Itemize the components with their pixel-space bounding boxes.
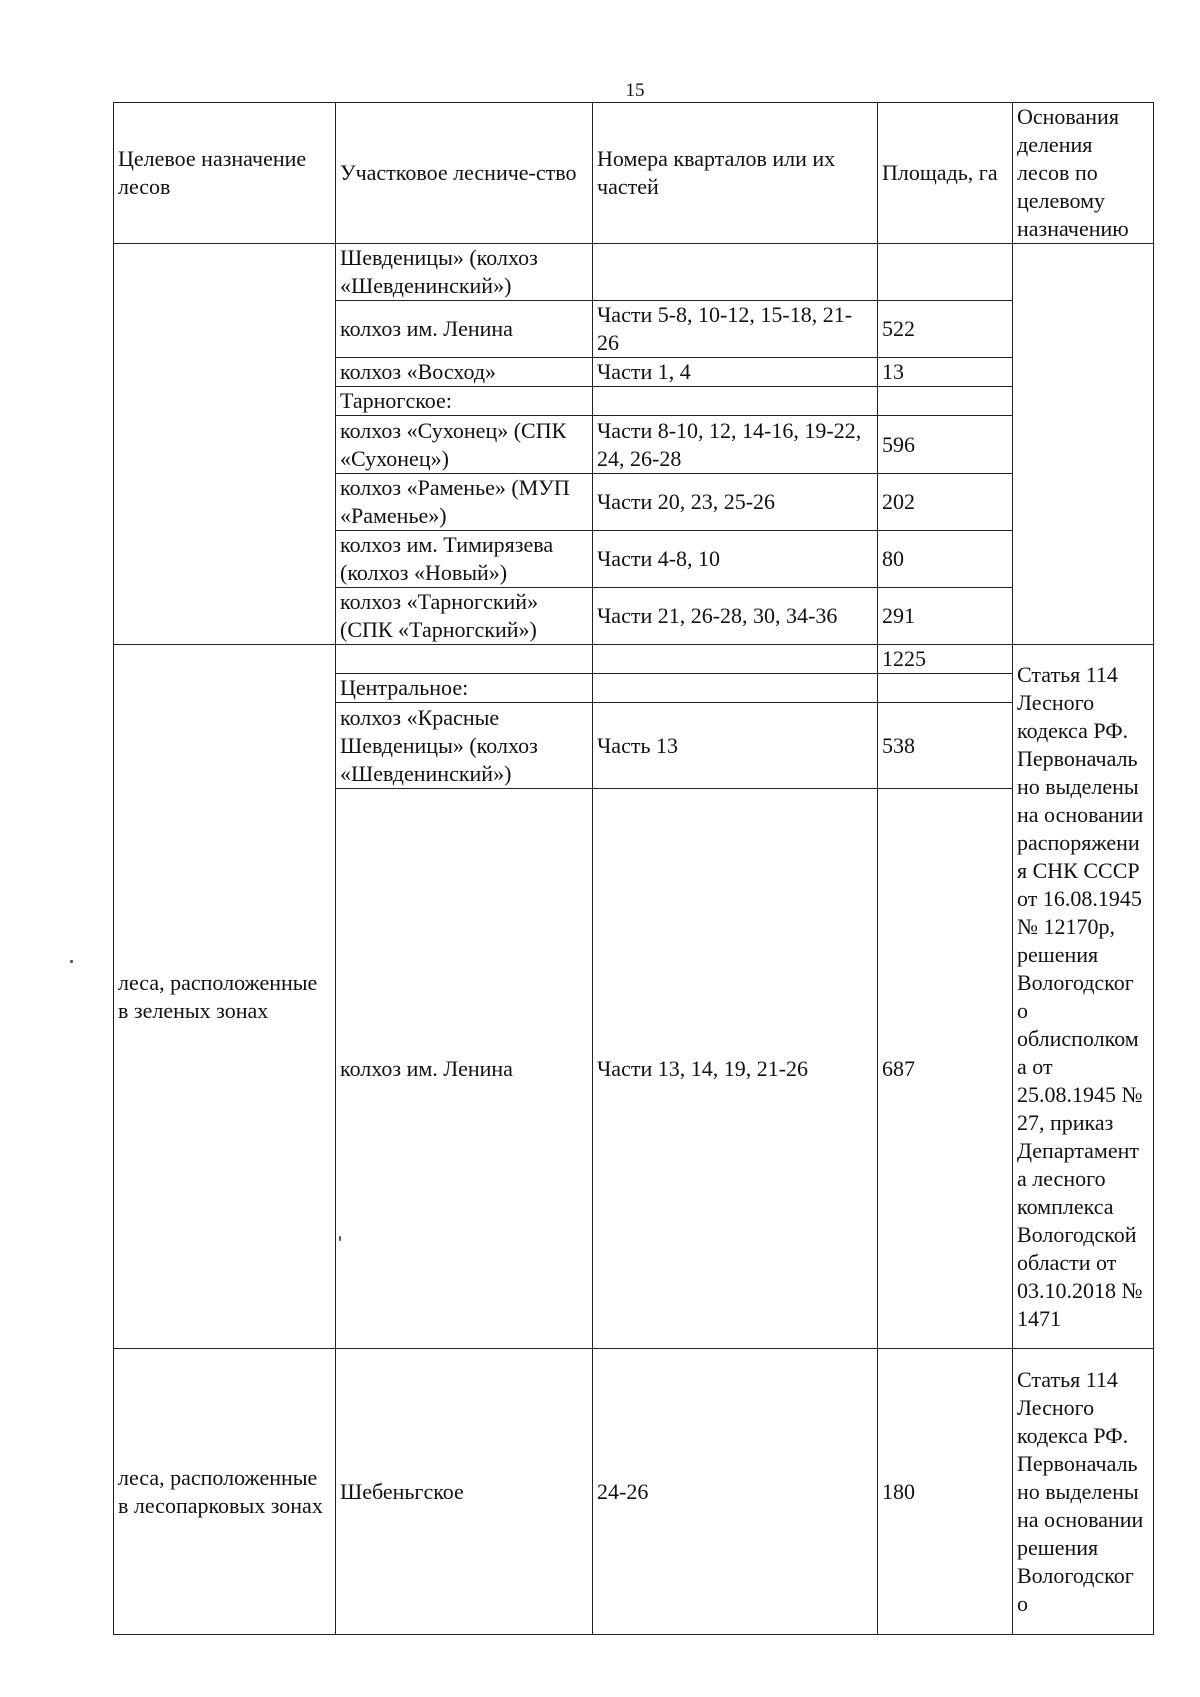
page-number: 15 — [625, 80, 645, 101]
area-cell: 202 — [878, 474, 1013, 531]
area-cell: 596 — [878, 416, 1013, 474]
area-cell: 1225 — [878, 645, 1013, 674]
scan-speck — [70, 960, 73, 963]
quarters-cell: Части 20, 23, 25-26 — [593, 474, 878, 531]
table-header-row — [114, 103, 1154, 244]
forestry-cell: колхоз «Сухонец» (СПК «Сухонец») — [336, 416, 593, 474]
area-cell: 13 — [878, 358, 1013, 387]
forestry-cell: колхоз «Тарногский» (СПК «Тарногский») — [336, 588, 593, 645]
purpose-green-zones: леса, расположенные в зеленых зонах — [114, 645, 336, 1349]
header-quarters: Номера кварталов или их частей — [593, 103, 878, 244]
quarters-cell: Части 8-10, 12, 14-16, 19-22, 24, 26-28 — [593, 416, 878, 474]
basis-forest-park-zones: Статья 114 Лесного кодекса РФ. Первоначаль но выделены на основании решения Вологодског о — [1013, 1349, 1154, 1635]
area-cell: 522 — [878, 301, 1013, 358]
forestry-cell: колхоз им. Тимирязева (колхоз «Новый») — [336, 531, 593, 588]
table-row — [114, 1349, 1154, 1635]
basis-green-zones: Статья 114 Лесного кодекса РФ. Первоначаль но выделены на основании распоряжени я СНК СССР от 16.08.1945 № 12170р, решения Вологодског о облисполком а от 25.08.1945 № 27, приказ Департамент а лесного комплекса Вологодской области от 03.10.2018 № 1471 — [1013, 645, 1154, 1349]
quarters-cell: Части 5-8, 10-12, 15-18, 21-26 — [593, 301, 878, 358]
forestry-cell: Шебеньгское — [336, 1349, 593, 1635]
area-cell: 538 — [878, 703, 1013, 789]
forestry-cell: колхоз «Восход» — [336, 358, 593, 387]
quarters-cell: Части 1, 4 — [593, 358, 878, 387]
table-row — [114, 645, 1154, 674]
area-cell — [878, 244, 1013, 301]
header-area: Площадь, га — [878, 103, 1013, 244]
area-cell — [878, 674, 1013, 703]
scan-speck — [339, 1236, 341, 1241]
forestry-cell: колхоз им. Ленина — [336, 301, 593, 358]
forestry-cell: колхоз «Красные Шевденицы» (колхоз «Шевденинский») — [336, 703, 593, 789]
quarters-cell — [593, 387, 878, 416]
area-cell: 80 — [878, 531, 1013, 588]
quarters-cell: Части 13, 14, 19, 21-26 — [593, 789, 878, 1349]
area-cell: 180 — [878, 1349, 1013, 1635]
purpose-cell-continued — [114, 244, 336, 645]
quarters-cell: 24-26 — [593, 1349, 878, 1635]
purpose-forest-park-zones: леса, расположенные в лесопарковых зонах — [114, 1349, 336, 1635]
forestry-cell: Шевденицы» (колхоз «Шевденинский») — [336, 244, 593, 301]
area-cell: 687 — [878, 789, 1013, 1349]
forestry-cell — [336, 645, 593, 674]
area-cell: 291 — [878, 588, 1013, 645]
basis-cell-continued — [1013, 244, 1154, 645]
quarters-cell — [593, 645, 878, 674]
forestry-cell: Тарногское: — [336, 387, 593, 416]
area-cell — [878, 387, 1013, 416]
quarters-cell: Части 21, 26-28, 30, 34-36 — [593, 588, 878, 645]
header-forestry: Участковое лесниче-ство — [336, 103, 593, 244]
quarters-cell — [593, 244, 878, 301]
header-basis: Основания деления лесов по целевому назначению — [1013, 103, 1154, 244]
quarters-cell: Части 4-8, 10 — [593, 531, 878, 588]
forestry-cell: Центральное: — [336, 674, 593, 703]
header-purpose: Целевое назначение лесов — [114, 103, 336, 244]
forestry-cell: колхоз им. Ленина — [336, 789, 593, 1349]
quarters-cell — [593, 674, 878, 703]
quarters-cell: Часть 13 — [593, 703, 878, 789]
forest-purpose-table — [113, 102, 1154, 1635]
forestry-cell: колхоз «Раменье» (МУП «Раменье») — [336, 474, 593, 531]
table-row — [114, 244, 1154, 301]
